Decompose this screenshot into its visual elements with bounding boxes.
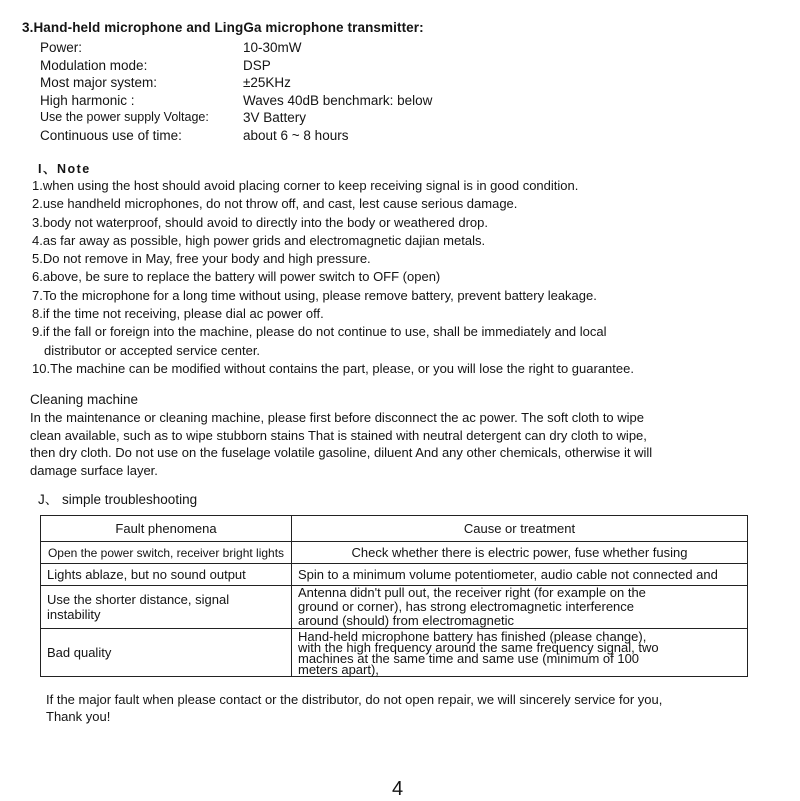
note-heading: I、Note [38,162,91,176]
cleaning-heading: Cleaning machine [30,392,139,407]
spec-row-harmonic [40,92,560,110]
spec-label: High harmonic : [40,92,135,108]
fault-cell: Bad quality [41,629,292,677]
troubleshooting-table [40,515,748,677]
page-number: 4 [392,778,404,800]
spec-row-system [40,74,560,92]
note-item: 6.above, be sure to replace the battery will power switch to OFF (open) [32,269,441,285]
spec-row-use-time [40,127,560,145]
cause-line: meters apart), [298,661,379,677]
spec-value: about 6 ~ 8 hours [243,127,349,143]
spec-label: Most major system: [40,75,158,90]
table-row [41,564,748,586]
note-list [32,177,772,378]
note-item: 3.body not waterproof, should avoid to directly into the body or weathered drop. [32,214,489,230]
spec-row-voltage [40,109,560,127]
spec-value: Waves 40dB benchmark: below [243,92,433,108]
spec-row-modulation [40,57,560,75]
cause-line: with the high frequency around the same frequency signal, two [298,639,659,655]
spec-value: 10-30mW [243,40,302,55]
spec-label: Modulation mode: [40,57,148,73]
table-header-row [41,516,748,542]
cause-line: Antenna didn't pull out, the receiver right (for example on the [298,585,646,600]
cause-line: Hand-held microphone battery has finished (please change), [298,628,647,644]
note-item: 5.Do not remove in May, free your body and high pressure. [32,251,371,267]
cause-line: Check whether there is electric power, fuse whether fusing [351,544,688,560]
fault-cell: Use the shorter distance, signal instability [41,586,292,629]
fault-cell: Open the power switch, receiver bright lights [41,542,292,564]
spec-list [40,39,560,144]
cleaning-line: clean available, such as to wipe stubborn stains That is stained with neutral detergent can dry cloth to wipe, [30,427,647,443]
spec-value: DSP [243,57,271,73]
note-item: 1.when using the host should avoid placing corner to keep receiving signal is in good condition. [32,178,579,193]
column-header-cause: Cause or treatment [292,516,748,542]
spec-label: Continuous use of time: [40,127,182,143]
section-title: 3.Hand-held microphone and LingGa microphone transmitter: [22,20,424,35]
note-item: 7.To the microphone for a long time without using, please remove battery, prevent battery leakage. [32,287,597,303]
spec-value: ±25KHz [243,75,291,90]
spec-label: Power: [40,40,83,55]
fault-cell: Lights ablaze, but no sound output [41,564,292,586]
note-continuation: distributor or accepted service center. [44,342,261,358]
cause-cell [292,629,748,677]
note-item: 8.if the time not receiving, please dial ac power off. [32,306,324,322]
cause-cell [292,586,748,629]
footer-line: Thank you! [46,709,111,724]
footer-line: If the major fault when please contact or the distributor, do not open repair, we will sincerely service for you, [46,692,663,707]
table-row [41,586,748,629]
cause-cell [292,564,748,586]
cleaning-line: then dry cloth. Do not use on the fuselage volatile gasoline, diluent And any other chemicals, otherwise it will [30,445,653,460]
cause-cell [292,542,748,564]
cleaning-paragraph [30,409,770,479]
cause-line: around (should) from electromagnetic [298,613,515,628]
note-text: 9.if the fall or foreign into the machine, please do not continue to use, shall be immediately and local [32,324,607,340]
spec-value: 3V Battery [243,110,307,125]
note-item: 10.The machine can be modified without contains the part, please, or you will lose the right to guarantee. [32,360,634,376]
column-header-fault: Fault phenomena [41,516,292,542]
cleaning-line: damage surface layer. [30,462,158,478]
table-row [41,542,748,564]
note-item [32,323,772,360]
note-item: 4.as far away as possible, high power grids and electromagnetic dajian metals. [32,232,486,248]
spec-label: Use the power supply Voltage: [40,110,209,124]
footer-note [46,691,786,725]
note-item: 2.use handheld microphones, do not throw off, and cast, lest cause serious damage. [32,196,518,212]
table-row [41,629,748,677]
cause-line: ground or corner), has strong electromagnetic interference [298,599,635,614]
cause-line: machines at the same time and same use (minimum of 100 [298,650,640,666]
spec-row-power [40,39,560,57]
cleaning-line: In the maintenance or cleaning machine, please first before disconnect the ac power. The soft cloth to wipe [30,410,645,425]
troubleshooting-heading: J、 simple troubleshooting [38,492,198,507]
cause-line: Spin to a minimum volume potentiometer, audio cable not connected and [298,566,718,582]
